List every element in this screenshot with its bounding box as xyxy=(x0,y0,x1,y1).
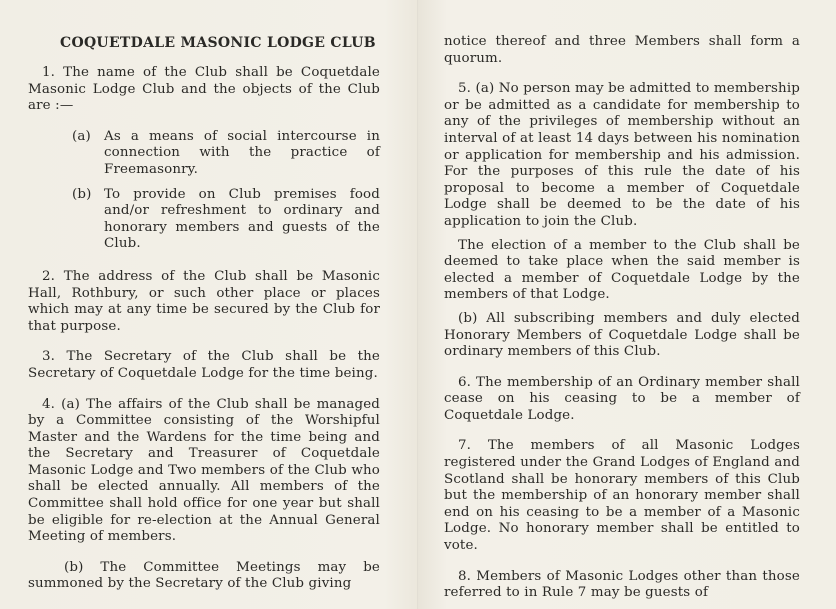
rule-4b-continued: notice thereof and three Members shall form a quorum. xyxy=(444,34,800,66)
rule-5a: 5. (a) No person may be admitted to membership or be admitted as a candidate for membership to any of the privileges of membership without an interval of at least 14 days between his nomination or application for membership and his admission. For the purposes of this rule the date of his proposal to become a member of Coquetdale Lodge shall be deemed to be the date of his application to join the Club. xyxy=(444,81,800,229)
rule-3: 3. The Secretary of the Club shall be the Secretary of Coquetdale Lodge for the time being. xyxy=(28,349,380,381)
rule-1: 1. The name of the Club shall be Coquetdale Masonic Lodge Club and the objects of the Club are :— xyxy=(28,65,380,114)
rule-1a xyxy=(72,129,380,179)
rule-5b: (b) All subscribing members and duly elected Honorary Members of Coquetdale Lodge shall be ordinary members of this Club. xyxy=(444,310,800,360)
rule-7: 7. The members of all Masonic Lodges registered under the Grand Lodges of England and Scotland shall be honorary members of this Club but the membership of an honorary member shall end on his ceasing to be a member of a Masonic Lodge. No honorary member shall be entitled to vote. xyxy=(444,438,800,554)
rule-1a-mark: (a) xyxy=(72,128,91,144)
rule-4b: (b) The Committee Meetings may be summoned by the Secretary of the Club giving xyxy=(28,559,380,592)
rule-1a-text: As a means of social intercourse in connection with the practice of Freemasonry. xyxy=(104,128,380,177)
document-title: COQUETDALE MASONIC LODGE CLUB xyxy=(60,35,376,51)
rule-1b-text: To provide on Club premises food and/or refreshment to ordinary and honorary members and guests of the Club. xyxy=(104,186,380,252)
rule-1b xyxy=(72,187,380,253)
rule-2: 2. The address of the Club shall be Masonic Hall, Rothbury, or such other place or places which may at any time be secured by the Club for that purpose. xyxy=(28,268,380,334)
rule-8: 8. Members of Masonic Lodges other than those referred to in Rule 7 may be guests of xyxy=(444,568,800,601)
rule-1b-mark: (b) xyxy=(72,186,92,202)
right-page xyxy=(418,0,836,609)
rule-4a: 4. (a) The affairs of the Club shall be managed by a Committee consisting of the Worshipful Master and the Wardens for the time being and the Secretary and Treasurer of Coquetdale Masonic Lodge and Two members of the Club who shall be elected annually. All members of the Committee shall hold office for one year but shall be eligible for re-election at the Annual General Meeting of members. xyxy=(28,396,380,545)
rule-6: 6. The membership of an Ordinary member shall cease on his ceasing to be a member of Coquetdale Lodge. xyxy=(444,374,800,423)
rule-5a-election: The election of a member to the Club shall be deemed to take place when the said member is elected a member of Coquetdale Lodge by the members of that Lodge. xyxy=(444,237,800,303)
